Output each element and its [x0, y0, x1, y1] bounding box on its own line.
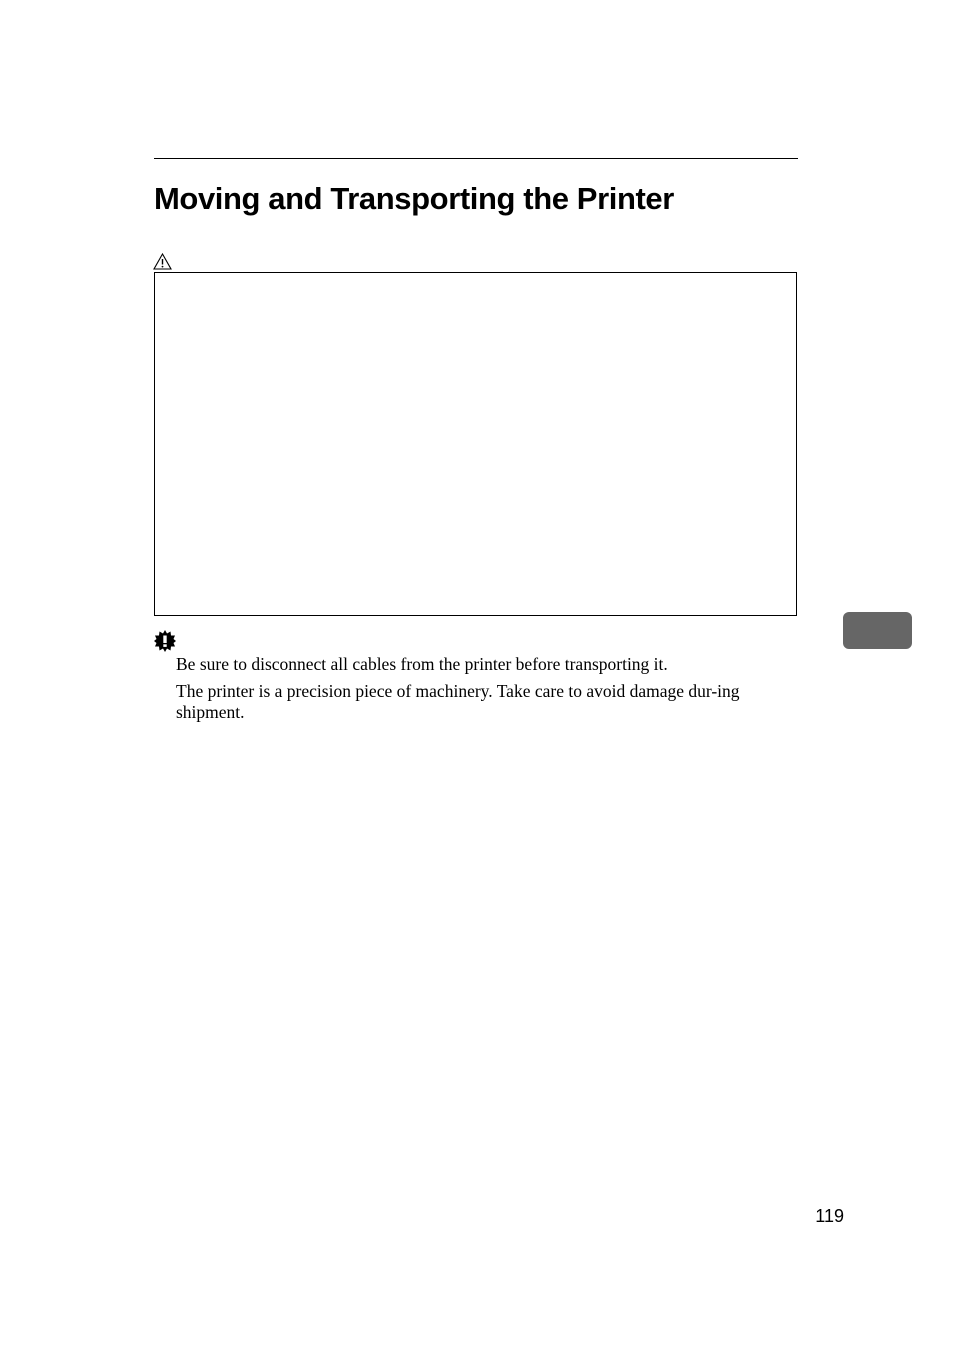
header-rule: [154, 158, 798, 159]
important-badge-icon: [153, 629, 177, 653]
page-title: Moving and Transporting the Printer: [154, 181, 674, 216]
note-item: Be sure to disconnect all cables from the printer before transporting it.: [176, 654, 668, 674]
important-notes: [176, 654, 800, 729]
page-number: 119: [815, 1206, 844, 1226]
chapter-tab: [843, 612, 912, 649]
warning-triangle-icon: [153, 253, 172, 270]
caution-box: [154, 272, 797, 616]
note-item: The printer is a precision piece of machinery. Take care to avoid damage dur-ing shipment.: [176, 681, 740, 722]
